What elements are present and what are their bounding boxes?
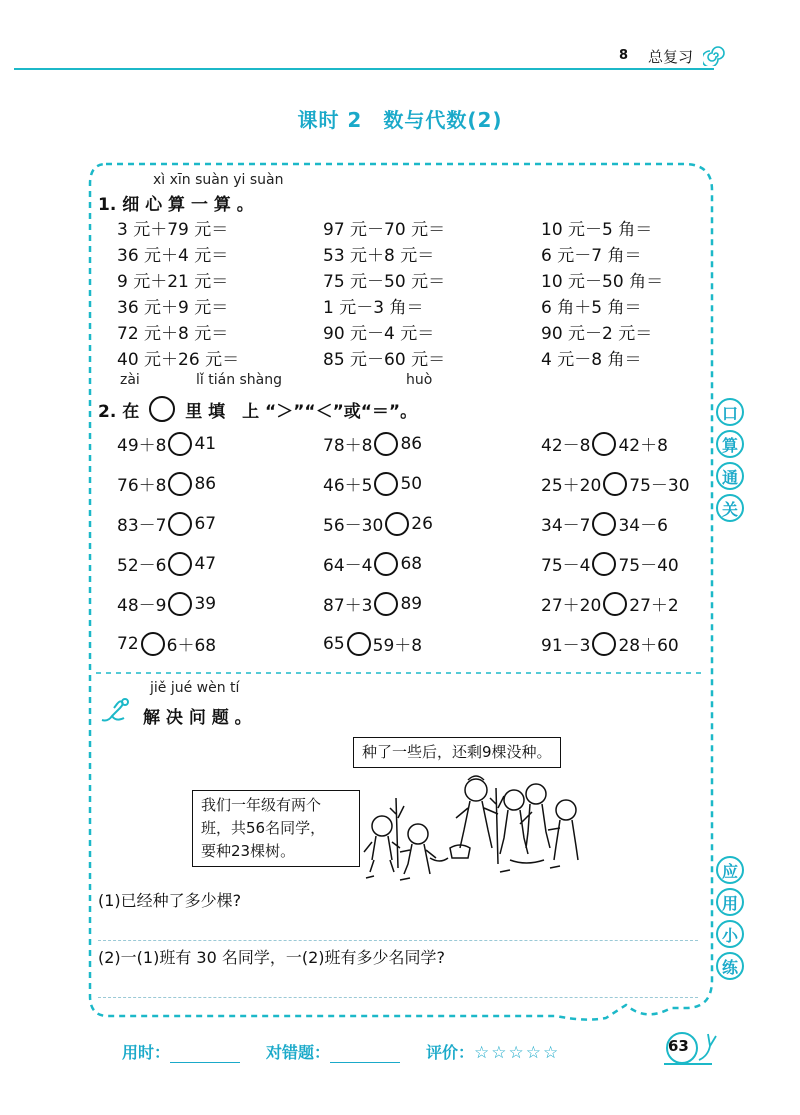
answer-circle[interactable] <box>168 432 192 456</box>
answer-line <box>98 940 698 941</box>
answer-circle[interactable] <box>374 472 398 496</box>
speech-bubble-top: 种了一些后，还剩9棵没种。 <box>353 737 561 768</box>
compare-right: 50 <box>400 473 423 494</box>
compare-left: 52－6 <box>117 556 167 576</box>
footer <box>122 1040 560 1063</box>
money-exercise: 36 元＋9 元＝ <box>117 298 229 318</box>
money-exercise: 9 元＋21 元＝ <box>117 272 229 292</box>
compare-left: 56－30 <box>323 516 384 536</box>
compare-left: 65 <box>323 633 345 654</box>
swirl-icon <box>703 44 725 66</box>
q2-title-prefix: 2. 在 <box>98 401 140 422</box>
snail-icon <box>654 1026 724 1068</box>
answer-circle[interactable] <box>592 552 616 576</box>
compare-item <box>323 551 422 576</box>
lesson-title: 课时 2 数与代数(2) <box>297 108 503 132</box>
money-exercise: 6 角＋5 角＝ <box>541 298 642 318</box>
compare-left: 72 <box>117 633 139 654</box>
compare-right: 67 <box>194 513 217 534</box>
s3-pinyin: jiě jué wèn tí <box>150 680 240 696</box>
compare-left: 42－8 <box>541 436 591 456</box>
answer-circle[interactable] <box>168 592 192 616</box>
compare-left: 25＋20 <box>541 476 602 496</box>
q2-pinyin-huo: huò <box>406 372 433 388</box>
header-section-title: 总复习 <box>648 48 694 66</box>
answer-circle[interactable] <box>347 632 371 656</box>
q2-pinyin-zai: zài <box>120 372 140 388</box>
money-exercise: 10 元－50 角＝ <box>541 272 664 292</box>
money-exercise: 6 元－7 角＝ <box>541 246 642 266</box>
compare-left: 48－9 <box>117 596 167 616</box>
compare-item <box>541 551 679 576</box>
compare-right: 59＋8 <box>372 636 423 656</box>
header-rule <box>14 68 714 70</box>
compare-item <box>117 431 216 456</box>
money-exercise: 72 元＋8 元＝ <box>117 324 229 344</box>
money-exercise: 97 元－70 元＝ <box>323 220 446 240</box>
compare-right: 86 <box>194 473 217 494</box>
compare-item <box>117 631 216 656</box>
rating-label: 评价： <box>426 1043 475 1062</box>
compare-right: 39 <box>194 593 217 614</box>
answer-circle[interactable] <box>141 632 165 656</box>
time-blank <box>170 1046 240 1063</box>
compare-item <box>541 471 690 496</box>
answer-circle[interactable] <box>374 432 398 456</box>
compare-left: 78＋8 <box>323 436 373 456</box>
errors-label: 对错题： <box>266 1043 331 1062</box>
q2-title <box>98 396 417 422</box>
compare-item <box>323 631 422 656</box>
bubble-line: 要种23棵树。 <box>201 842 296 860</box>
compare-item <box>323 511 433 536</box>
time-label: 用时： <box>122 1043 171 1062</box>
compare-item <box>117 551 216 576</box>
money-exercise: 85 元－60 元＝ <box>323 350 446 370</box>
pointing-hand-icon <box>98 696 134 726</box>
compare-right: 68 <box>400 553 423 574</box>
compare-right: 89 <box>400 593 423 614</box>
s3-question-2: (2)一(1)班有 30 名同学，一(2)班有多少名同学? <box>98 948 446 967</box>
compare-left: 83－7 <box>117 516 167 536</box>
side-tab: 算 <box>716 430 744 458</box>
money-exercise: 4 元－8 角＝ <box>541 350 642 370</box>
money-exercise: 1 元－3 角＝ <box>323 298 424 318</box>
page-number: 63 <box>668 1037 689 1055</box>
compare-left: 27＋20 <box>541 596 602 616</box>
money-exercise: 36 元＋4 元＝ <box>117 246 229 266</box>
compare-right: 26 <box>411 513 433 534</box>
compare-left: 49＋8 <box>117 436 167 456</box>
answer-circle[interactable] <box>385 512 409 536</box>
compare-right: 27＋2 <box>629 596 679 616</box>
compare-item <box>541 631 679 656</box>
answer-circle[interactable] <box>374 552 398 576</box>
answer-circle[interactable] <box>592 512 616 536</box>
speech-bubble-left <box>192 790 360 867</box>
money-exercise: 90 元－2 元＝ <box>541 324 653 344</box>
money-exercise: 53 元＋8 元＝ <box>323 246 435 266</box>
compare-right: 6＋68 <box>166 636 217 656</box>
q1-pinyin: xì xīn suàn yi suàn <box>153 172 284 188</box>
answer-circle[interactable] <box>168 512 192 536</box>
q1-title: 1. 细 心 算 一 算 。 <box>98 195 254 215</box>
side-tab: 应 <box>716 856 744 884</box>
compare-right: 28＋60 <box>618 636 679 656</box>
rating-stars: ☆☆☆☆☆ <box>474 1043 561 1063</box>
compare-right: 75－30 <box>629 476 690 496</box>
compare-right: 47 <box>194 553 217 574</box>
compare-item <box>117 511 216 536</box>
children-planting-illustration <box>360 768 590 886</box>
money-exercise: 10 元－5 角＝ <box>541 220 653 240</box>
q2-title-circle <box>149 396 175 422</box>
compare-right: 42＋8 <box>618 436 668 456</box>
compare-right: 75－40 <box>618 556 679 576</box>
compare-left: 64－4 <box>323 556 373 576</box>
compare-left: 76＋8 <box>117 476 167 496</box>
answer-line <box>98 997 698 998</box>
compare-item <box>541 511 668 536</box>
compare-left: 87＋3 <box>323 596 373 616</box>
compare-right: 86 <box>400 433 423 454</box>
compare-right: 41 <box>194 433 217 454</box>
q2-pinyin-litian: lǐ tián shàng <box>196 372 283 388</box>
compare-item <box>541 591 679 616</box>
compare-item <box>323 591 422 616</box>
side-tab: 用 <box>716 888 744 916</box>
compare-left: 75－4 <box>541 556 591 576</box>
bubble-line: 班，共56名同学， <box>201 819 326 837</box>
s3-title: 解 决 问 题 。 <box>143 708 252 728</box>
compare-item <box>323 471 422 496</box>
side-tab: 口 <box>716 398 744 426</box>
bubble-line: 我们一年级有两个 <box>201 796 322 814</box>
money-exercise: 90 元－4 元＝ <box>323 324 435 344</box>
answer-circle[interactable] <box>603 592 627 616</box>
compare-item <box>323 431 422 456</box>
errors-blank <box>330 1046 400 1063</box>
compare-item <box>117 591 216 616</box>
compare-item <box>117 471 216 496</box>
answer-circle[interactable] <box>592 632 616 656</box>
money-exercise: 40 元＋26 元＝ <box>117 350 240 370</box>
side-tab: 关 <box>716 494 744 522</box>
answer-circle[interactable] <box>374 592 398 616</box>
answer-circle[interactable] <box>603 472 627 496</box>
answer-circle[interactable] <box>168 472 192 496</box>
side-tab: 小 <box>716 920 744 948</box>
header-section-number: 8 <box>619 48 629 63</box>
s3-question-1: (1)已经种了多少棵? <box>98 891 242 910</box>
compare-item <box>541 431 668 456</box>
money-exercise: 3 元＋79 元＝ <box>117 220 229 240</box>
compare-left: 34－7 <box>541 516 591 536</box>
compare-right: 34－6 <box>618 516 668 536</box>
side-tab: 通 <box>716 462 744 490</box>
side-tab: 练 <box>716 952 744 980</box>
answer-circle[interactable] <box>592 432 616 456</box>
compare-left: 91－3 <box>541 636 591 656</box>
compare-left: 46＋5 <box>323 476 373 496</box>
answer-circle[interactable] <box>168 552 192 576</box>
q2-title-suffix: 里 填 上 “＞”“＜”或“＝”。 <box>185 401 418 422</box>
money-exercise: 75 元－50 元＝ <box>323 272 446 292</box>
